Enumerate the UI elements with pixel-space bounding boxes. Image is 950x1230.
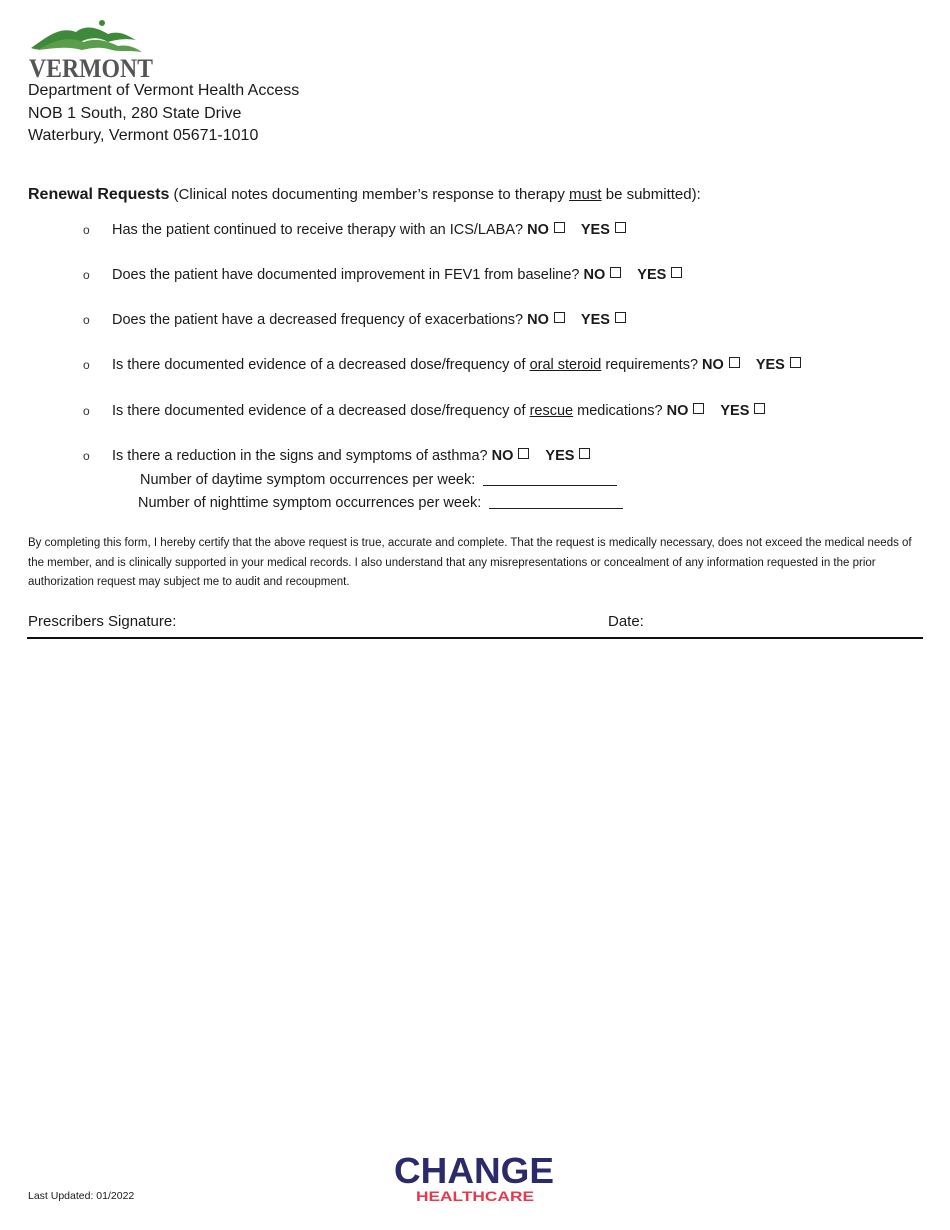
bullet-icon: o — [83, 358, 90, 372]
renewal-requests-header — [28, 186, 701, 204]
question-text: Does the patient have a decreased frequency of exacerbations? — [112, 312, 524, 328]
question-text: Is there a reduction in the signs and symptoms of asthma? — [112, 448, 488, 464]
renewal-note-post: be submitted): — [601, 186, 701, 203]
daytime-occurrences-row — [140, 471, 617, 488]
yes-label: YES — [545, 448, 575, 464]
renewal-note-must: must — [569, 186, 602, 203]
yes-checkbox[interactable] — [615, 312, 626, 323]
yes-label: YES — [720, 403, 750, 419]
question-underlined: rescue — [529, 403, 574, 419]
certification-statement: By completing this form, I hereby certify that the above request is true, accurate and complete. That the request is medically necessary, does not exceed the medical needs of the member, and is clinically supported in your medical records. I also understand that any misrepresentations or concealment of any information requested in the prior authorization request may subject me to audit and recoupment. — [28, 537, 912, 588]
question-text: Is there documented evidence of a decreased dose/frequency of — [112, 357, 530, 373]
bullet-icon: o — [83, 313, 90, 327]
question-ics-laba — [83, 222, 626, 238]
no-label: NO — [583, 267, 606, 283]
bullet-icon: o — [83, 404, 90, 418]
prescriber-signature-label: Prescribers Signature: — [28, 613, 177, 630]
bullet-icon: o — [83, 223, 90, 237]
no-checkbox[interactable] — [729, 357, 740, 368]
renewal-heading: Renewal Requests — [28, 186, 170, 203]
nighttime-occurrences-row — [138, 494, 623, 511]
brand-healthcare-text: HEALTHCARE — [416, 1188, 534, 1204]
question-text: Does the patient have documented improvement in FEV1 from baseline? — [112, 267, 580, 283]
address-department: Department of Vermont Health Access — [28, 82, 300, 99]
question-exacerbations — [83, 312, 626, 328]
yes-label: YES — [755, 357, 785, 373]
no-checkbox[interactable] — [693, 403, 704, 414]
bullet-icon: o — [83, 449, 90, 463]
address-city: Waterbury, Vermont 05671-1010 — [28, 127, 259, 144]
date-label: Date: — [608, 613, 644, 630]
question-text: Has the patient continued to receive therapy with an ICS/LABA? — [112, 222, 524, 238]
no-checkbox[interactable] — [554, 312, 565, 323]
yes-checkbox[interactable] — [790, 357, 801, 368]
question-fev1 — [83, 267, 682, 283]
question-text: Is there documented evidence of a decreased dose/frequency of — [112, 403, 530, 419]
daytime-label: Number of daytime symptom occurrences per week: — [140, 472, 476, 488]
bullet-icon: o — [83, 268, 90, 282]
brand-change-text: CHANGE — [394, 1150, 554, 1191]
yes-checkbox[interactable] — [671, 267, 682, 278]
yes-checkbox[interactable] — [754, 403, 765, 414]
nighttime-label: Number of nighttime symptom occurrences per week: — [138, 495, 482, 511]
no-checkbox[interactable] — [518, 448, 529, 459]
no-label: NO — [491, 448, 514, 464]
yes-label: YES — [580, 222, 610, 238]
change-healthcare-logo-icon — [392, 1149, 558, 1205]
question-text-post: medications? — [573, 403, 663, 419]
signature-line[interactable] — [27, 637, 923, 639]
nighttime-field[interactable] — [489, 494, 623, 509]
yes-checkbox[interactable] — [579, 448, 590, 459]
question-underlined: oral steroid — [529, 357, 602, 373]
no-label: NO — [666, 403, 689, 419]
address-block — [28, 80, 299, 148]
no-checkbox[interactable] — [610, 267, 621, 278]
no-label: NO — [527, 312, 549, 328]
daytime-field[interactable] — [483, 471, 617, 486]
question-oral-steroid — [83, 357, 801, 373]
vermont-logo-text: VERMONT — [29, 54, 153, 80]
yes-label: YES — [637, 267, 667, 283]
vermont-mountains-icon — [28, 18, 158, 80]
yes-label: YES — [580, 312, 610, 328]
renewal-note-pre: (Clinical notes documenting member’s response to therapy — [169, 186, 570, 203]
no-label: NO — [702, 357, 724, 373]
no-label: NO — [527, 222, 549, 238]
change-healthcare-logo — [392, 1149, 558, 1205]
question-rescue — [83, 403, 765, 419]
no-checkbox[interactable] — [554, 222, 565, 233]
question-text-post: requirements? — [601, 357, 699, 373]
vermont-logo — [28, 18, 158, 80]
address-street: NOB 1 South, 280 State Drive — [28, 104, 242, 122]
last-updated: Last Updated: 01/2022 — [28, 1190, 135, 1202]
question-asthma-symptoms — [83, 448, 590, 464]
yes-checkbox[interactable] — [615, 222, 626, 233]
